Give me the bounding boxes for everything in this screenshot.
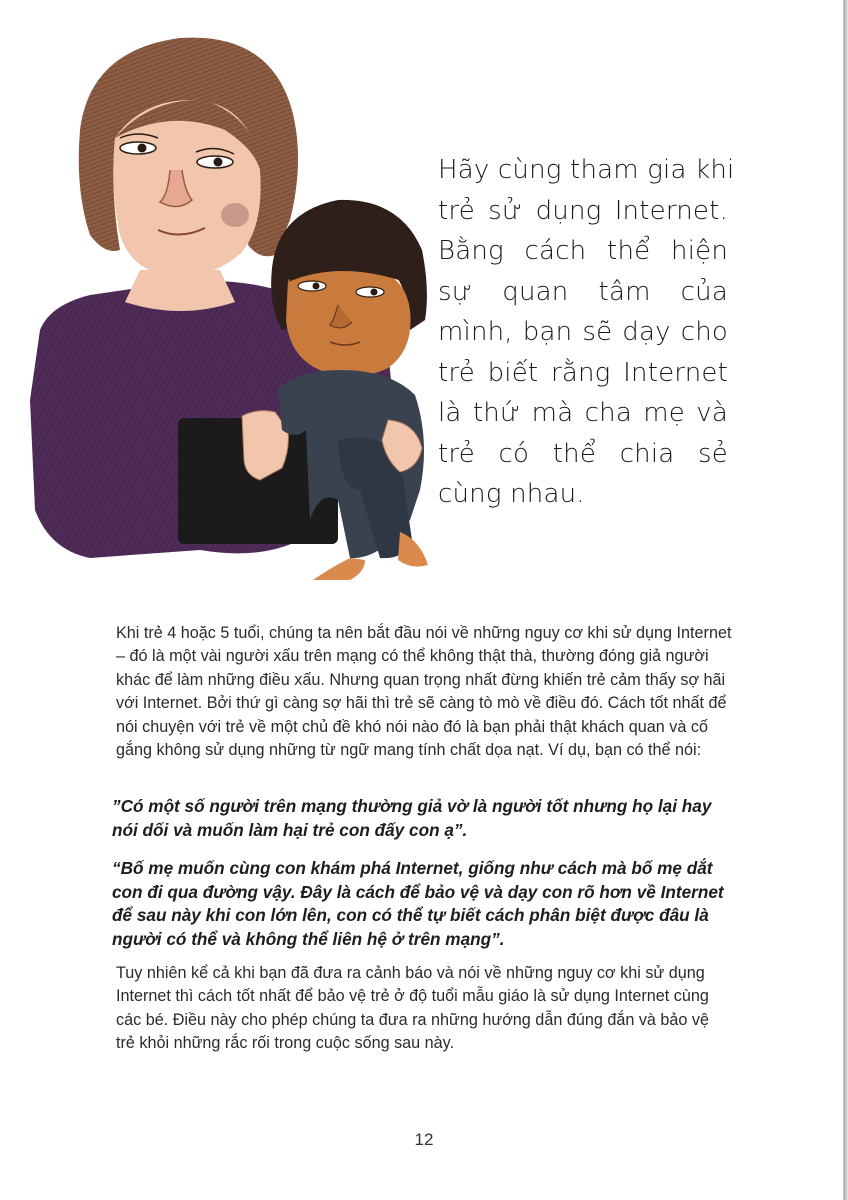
callout-line: trẻ sử dụng Internet. <box>438 195 728 226</box>
page-number: 12 <box>414 1130 434 1149</box>
callout-text <box>438 150 735 515</box>
callout-line: mình, bạn sẽ dạy cho <box>438 317 728 347</box>
callout-line: trẻ có thể chia sẻ <box>438 438 728 469</box>
closing-paragraph: Tuy nhiên kể cả khi bạn đã đưa ra cảnh báo và nói về những nguy cơ khi sử dụng Internet thì cách tốt nhất để bảo vệ trẻ ở độ tuổi mẫu giáo là sử dụng Internet cùng các bé. Điều này cho phép chúng ta đưa ra những hướng dẫn đúng đắn và bảo vệ trẻ khỏi những rắc rối trong cuộc sống sau này. <box>116 964 710 1053</box>
quote-warning: ”Có một số người trên mạng thường giả vờ là người tốt nhưng họ lại hay nói dối và muốn làm hại trẻ con đấy con ạ”. <box>112 796 712 840</box>
callout-line: sự quan tâm của <box>438 276 728 307</box>
page-edge <box>832 0 848 1200</box>
callout-line: là thứ mà cha mẹ và <box>438 398 728 428</box>
callout-line: trẻ biết rằng Internet <box>438 357 728 388</box>
quote-explore-together: “Bố mẹ muốn cùng con khám phá Internet, giống như cách mà bố mẹ dắt con đi qua đường vậy. Đây là cách để bảo vệ và dạy con rõ hơn về Internet để sau này khi con lớn lên, con có thể tự biết cách phân biệt được đâu là người có thể và không thể liên hệ ở trên mạng”. <box>112 858 724 949</box>
callout-line: Bằng cách thể hiện <box>438 236 728 266</box>
callout-line: cùng nhau. <box>438 479 585 509</box>
callout-line: Hãy cùng tham gia khi <box>438 155 735 185</box>
mother-child-illustration <box>20 20 440 580</box>
intro-paragraph: Khi trẻ 4 hoặc 5 tuổi, chúng ta nên bắt đầu nói về những nguy cơ khi sử dụng Internet – đó là một vài người xấu trên mạng có thể không thật thà, thường đóng giả người khác để làm những điều xấu. Nhưng quan trọng nhất đừng khiến trẻ cảm thấy sợ hãi với Internet. Bởi thứ gì càng sợ hãi thì trẻ sẽ càng tò mò về điều đó. Cách tốt nhất để nói chuyện với trẻ về một chủ đề khó nói nào đó là bạn phải thật khách quan và cố gắng không sử dụng những từ ngữ mang tính chất dọa nạt. Ví dụ, bạn có thể nói: <box>116 624 732 760</box>
